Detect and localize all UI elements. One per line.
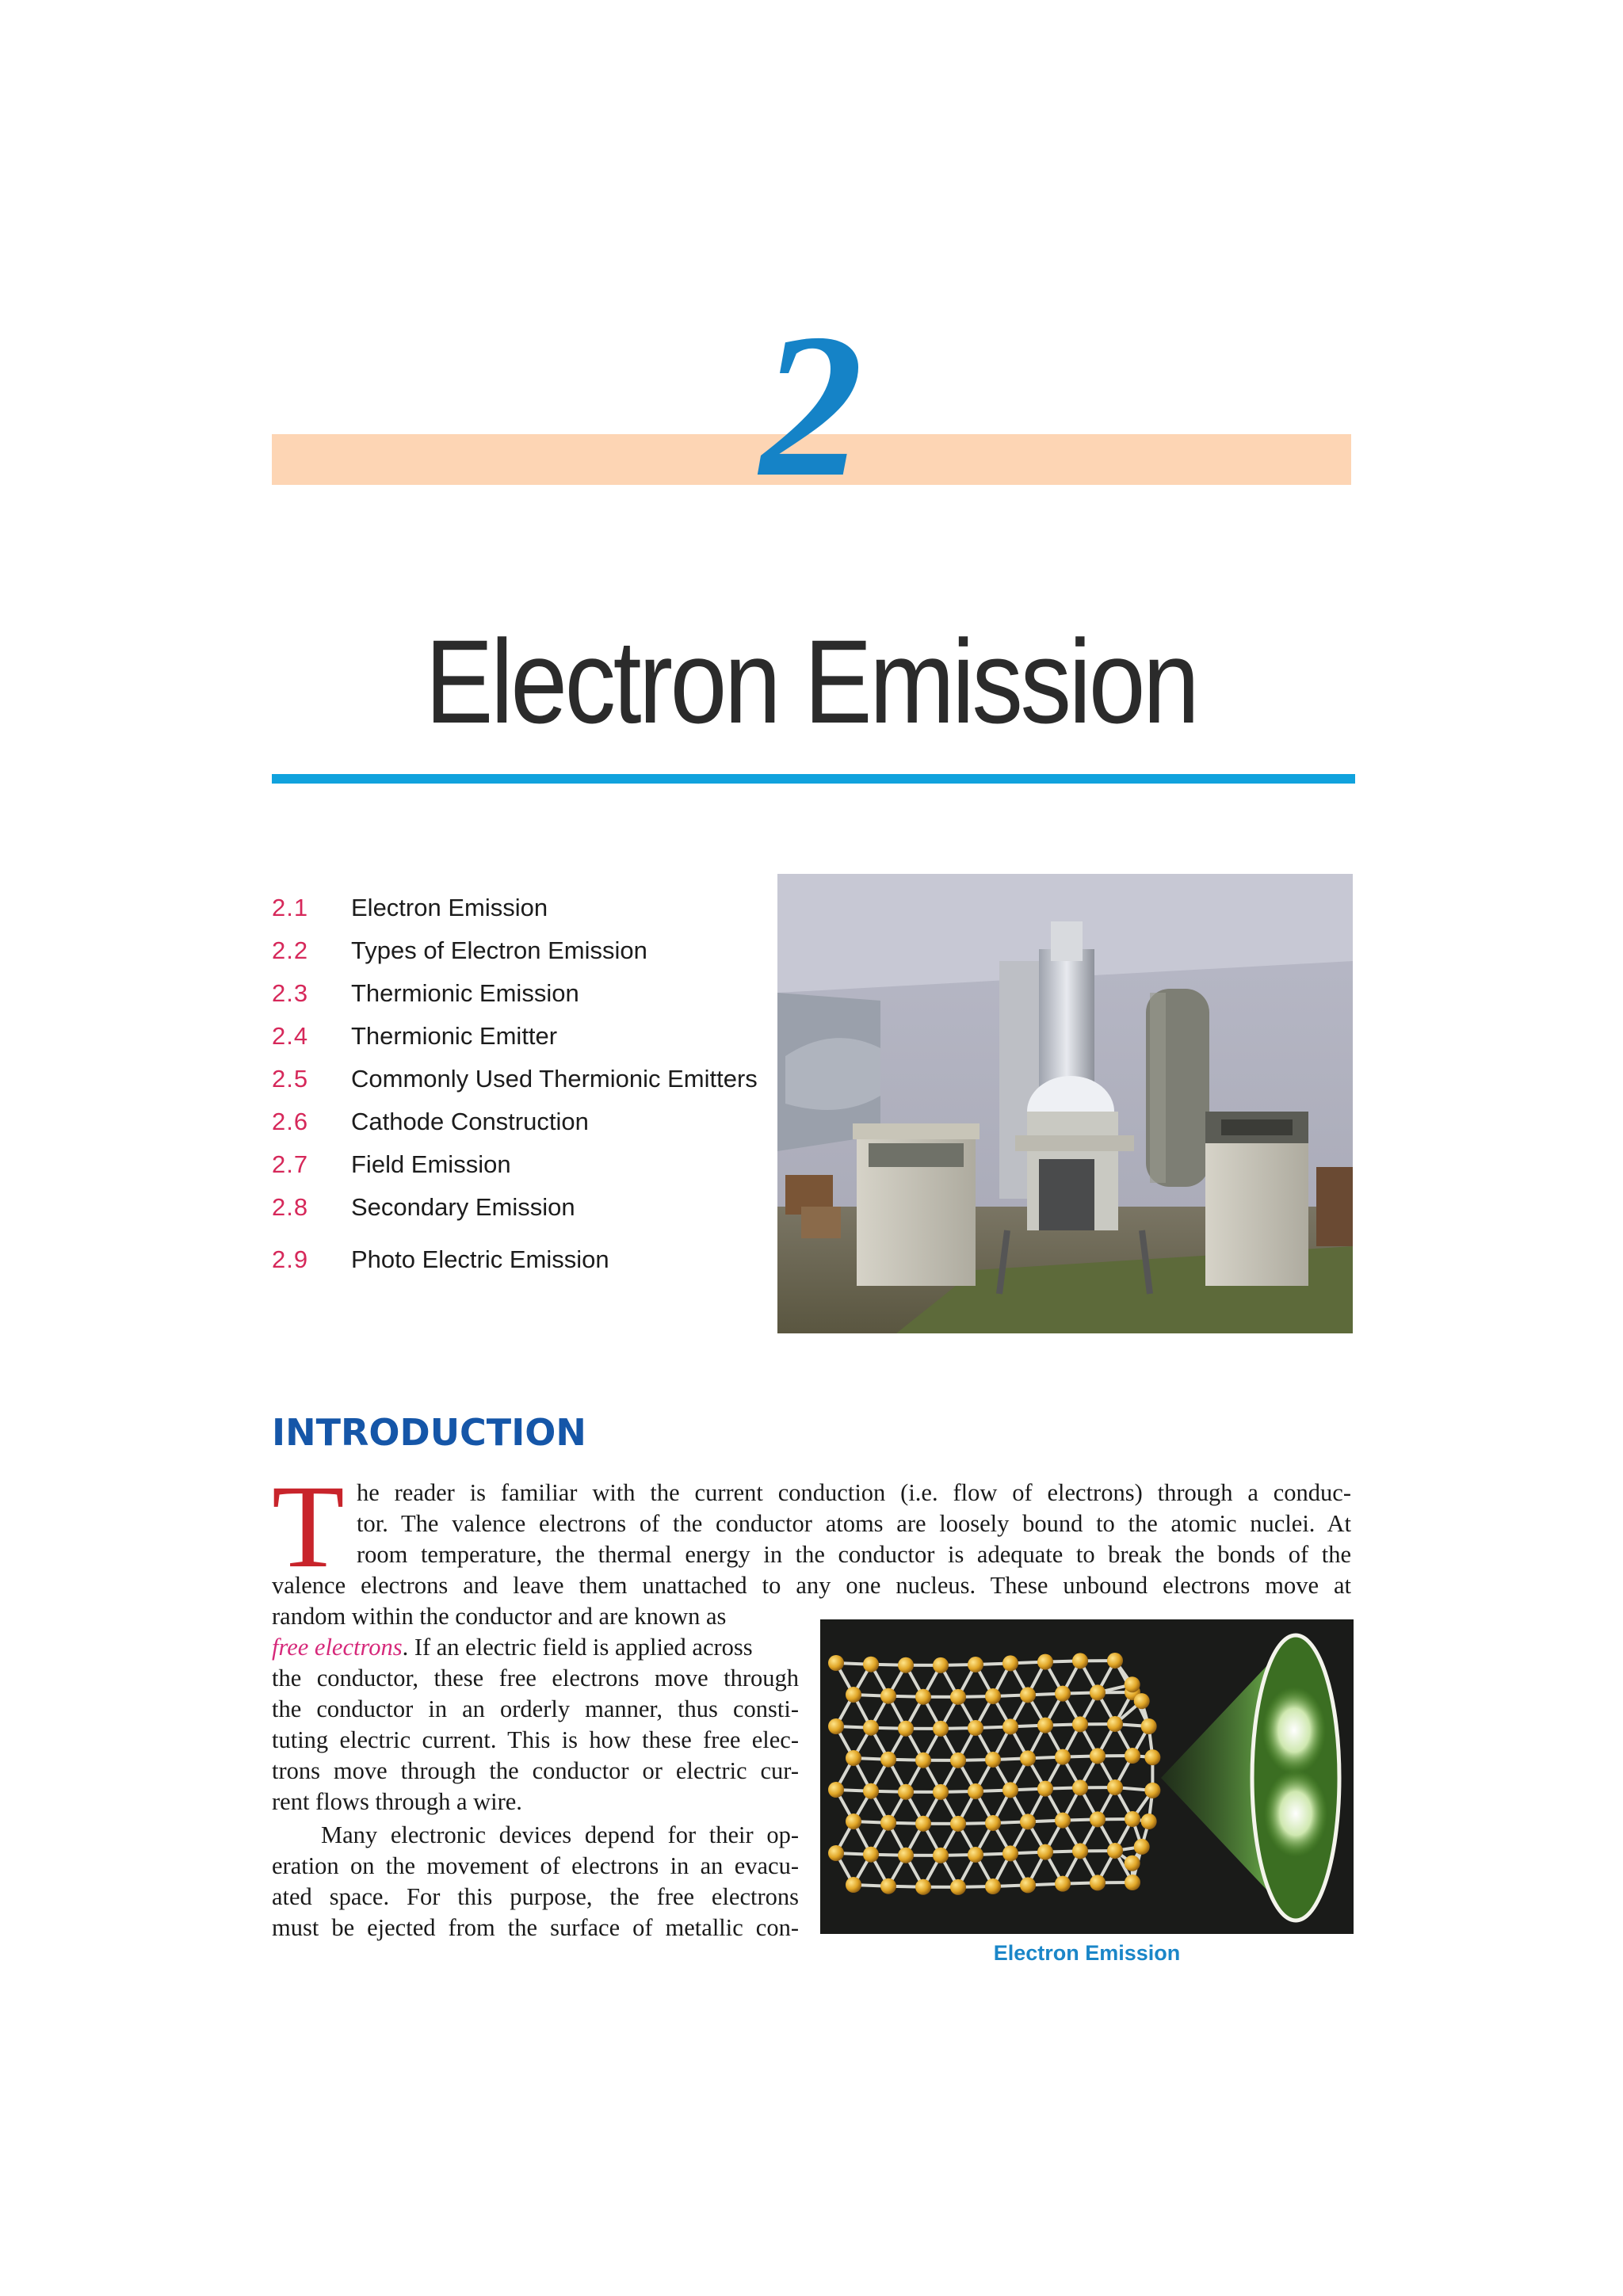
lattice-atom (985, 1878, 1001, 1894)
lattice-atom (1107, 1779, 1123, 1795)
toc-label: Field Emission (351, 1150, 511, 1178)
lattice-atom (846, 1750, 861, 1766)
paragraph-line: the conductor, these free electrons move through (272, 1665, 799, 1691)
lattice-atom (933, 1657, 949, 1673)
lattice-atom (985, 1752, 1001, 1768)
lattice-atom (1055, 1749, 1071, 1765)
lattice-atom (1125, 1748, 1140, 1764)
lattice-atom (1055, 1876, 1071, 1892)
lattice-atom (1037, 1718, 1053, 1733)
lattice-atom (1002, 1718, 1018, 1734)
lattice-atom (1037, 1781, 1053, 1797)
text-run: he reader is familiar with the current conduction (i.e. flow of electrons) through a conduc- (357, 1479, 1351, 1506)
lattice-atom (863, 1657, 879, 1672)
lattice-atom (863, 1720, 879, 1736)
lattice-atom (846, 1877, 861, 1893)
paragraph-line: Many electronic devices depend for their op- (321, 1821, 799, 1848)
lattice-atom (1125, 1855, 1140, 1871)
paragraph-line: valence electrons and leave them unattached to any one nucleus. These unbound electrons move at (272, 1572, 1351, 1599)
toc-label: Types of Electron Emission (351, 936, 647, 964)
lattice-atom (898, 1657, 914, 1673)
lattice-atom (1141, 1814, 1157, 1829)
lattice-atom (933, 1848, 949, 1863)
lattice-atom (828, 1718, 844, 1734)
lattice-atom (1144, 1783, 1160, 1798)
toc-number: 2.5 (272, 1065, 309, 1093)
lattice-atom (1144, 1749, 1160, 1765)
lattice-atom (968, 1783, 983, 1799)
lattice-atom (968, 1657, 983, 1672)
paragraph-line: trons move through the conductor or electric cur- (272, 1757, 799, 1784)
lattice-atom (1072, 1843, 1088, 1859)
lattice-atom (950, 1689, 966, 1705)
paragraph-line: the conductor in an orderly manner, thus consti- (272, 1695, 799, 1722)
toc-label: Photo Electric Emission (351, 1245, 609, 1273)
lattice-atom (1037, 1844, 1053, 1860)
lattice-atom (880, 1815, 896, 1831)
lattice-atom (1107, 1843, 1123, 1859)
drop-cap: T (272, 1461, 345, 1592)
lattice-atom (1072, 1779, 1088, 1795)
toc-number: 2.6 (272, 1108, 309, 1135)
lattice-atom (1141, 1718, 1157, 1734)
toc-label: Secondary Emission (351, 1193, 575, 1221)
paragraph-line (357, 1478, 1351, 1508)
lattice-atom (950, 1816, 966, 1832)
lattice-atom (1037, 1654, 1053, 1670)
lattice-atom (915, 1816, 931, 1832)
lattice-atom (1134, 1693, 1150, 1709)
lattice-atom (898, 1784, 914, 1800)
introduction-heading: INTRODUCTION (272, 1411, 586, 1454)
toc-label: Thermionic Emitter (351, 1022, 558, 1050)
lattice-atom (880, 1878, 896, 1894)
lattice-atom (1072, 1716, 1088, 1732)
lattice-atom (1125, 1811, 1140, 1827)
toc-number: 2.7 (272, 1150, 309, 1178)
lattice-atom (950, 1879, 966, 1895)
lattice-atom (863, 1847, 879, 1863)
paragraph-line: room temperature, the thermal energy in the conductor is adequate to break the bonds of the (357, 1541, 1351, 1568)
lattice-atom (1090, 1875, 1106, 1890)
lattice-atom (968, 1720, 983, 1736)
chapter-number: 2 (760, 292, 863, 520)
lattice-atom (1020, 1750, 1036, 1766)
title-rule (272, 774, 1355, 784)
lattice-atom (1090, 1684, 1106, 1700)
lattice-atom (1125, 1676, 1140, 1692)
lattice-atom (846, 1687, 861, 1703)
toc-label: Commonly Used Thermionic Emitters (351, 1065, 758, 1093)
lattice-atom (1125, 1875, 1140, 1890)
lattice-atom (1055, 1686, 1071, 1702)
lattice-atom (1107, 1716, 1123, 1732)
toc-number: 2.3 (272, 979, 309, 1007)
paragraph-line: random within the conductor and are known as (272, 1603, 727, 1630)
toc-label: Electron Emission (351, 894, 548, 921)
paragraph-line: ated space. For this purpose, the free electrons (272, 1883, 799, 1910)
lattice-atom (968, 1847, 983, 1863)
lattice-atom (898, 1848, 914, 1863)
lattice-atom (1002, 1782, 1018, 1798)
toc-number: 2.1 (272, 894, 309, 921)
lattice-atom (828, 1782, 844, 1798)
lattice-atom (933, 1784, 949, 1800)
lattice-atom (1055, 1813, 1071, 1829)
lattice-atom (933, 1721, 949, 1737)
toc-number: 2.4 (272, 1022, 309, 1050)
lattice-atom (1107, 1653, 1123, 1669)
lattice-atom (1020, 1877, 1036, 1893)
toc-label: Thermionic Emission (351, 979, 579, 1007)
paragraph-line: tor. The valence electrons of the conductor atoms are loosely bound to the atomic nuclei. At (357, 1510, 1351, 1537)
lab-equipment-photo (777, 874, 1353, 1333)
highlight-term: free electrons (272, 1634, 403, 1661)
lattice-atom (1002, 1655, 1018, 1671)
lattice-atom (846, 1814, 861, 1829)
toc-number: 2.2 (272, 936, 309, 964)
text-run: . If an electric field is applied across (402, 1634, 753, 1661)
lattice-atom (985, 1688, 1001, 1704)
lattice-atom (915, 1689, 931, 1705)
lattice-atom (950, 1753, 966, 1768)
lattice-atom (985, 1815, 1001, 1831)
lattice-atom (1002, 1845, 1018, 1861)
lattice-atom (1090, 1748, 1106, 1764)
lattice-atom (1020, 1687, 1036, 1703)
paragraph-line (272, 1632, 799, 1663)
lattice-atom (898, 1721, 914, 1737)
toc-number: 2.9 (272, 1245, 309, 1273)
lattice-atom (1020, 1814, 1036, 1829)
paragraph-line: must be ejected from the surface of metallic con- (272, 1914, 799, 1941)
lattice-atom (1090, 1811, 1106, 1827)
lattice-atom (863, 1783, 879, 1799)
lattice-atom (1072, 1653, 1088, 1669)
nanotube-emission-illustration (820, 1619, 1354, 1934)
lattice-atom (828, 1655, 844, 1671)
paragraph-line: eration on the movement of electrons in an evacu- (272, 1852, 799, 1879)
lattice-atom (915, 1753, 931, 1768)
chapter-title: Electron Emission (425, 615, 1197, 748)
lattice-atom (1134, 1839, 1150, 1855)
paragraph-line: rent flows through a wire. (272, 1788, 522, 1815)
lattice-atom (880, 1752, 896, 1768)
lattice-atom (828, 1845, 844, 1861)
toc-number: 2.8 (272, 1193, 309, 1221)
toc-label: Cathode Construction (351, 1108, 589, 1135)
lattice-atom (880, 1688, 896, 1704)
paragraph-line: tuting electric current. This is how these free elec- (272, 1726, 799, 1753)
lattice-atom (915, 1879, 931, 1895)
figure-caption: Electron Emission (993, 1941, 1181, 1965)
